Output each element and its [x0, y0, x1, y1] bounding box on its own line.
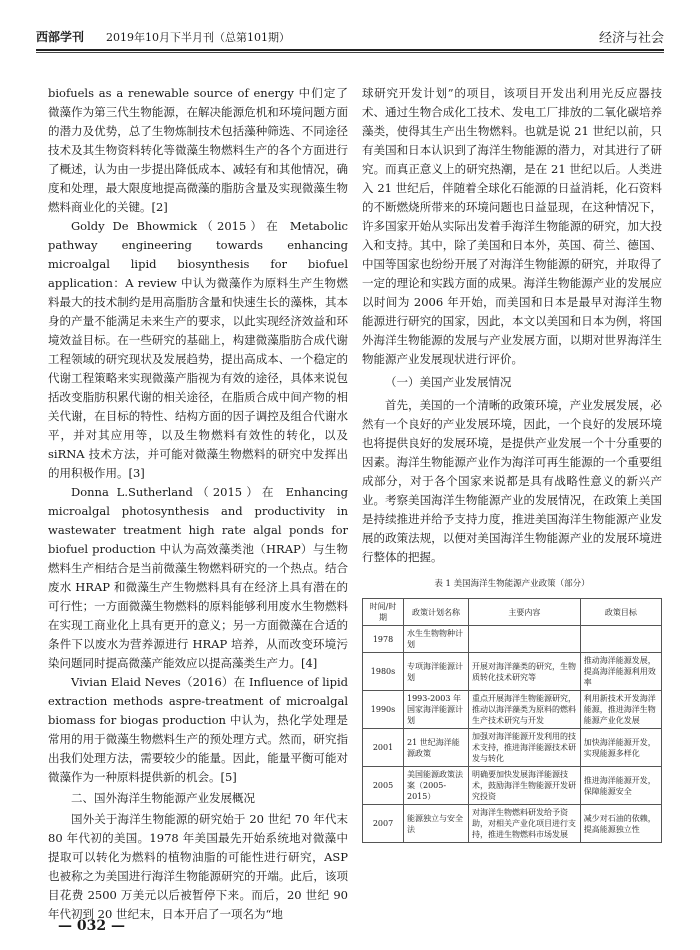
running-header — [36, 14, 664, 44]
table-header-cell: 政策计划名称 — [404, 599, 469, 626]
paragraph: 国外关于海洋生物能源的研究始于 20 世纪 70 年代末 80 年代初的美国。1978 年美国最先开始系统地对微藻中提取可以转化为燃料的植物油脂的可能性进行研究，ASP 也被称之为美国进行海洋生物能源研究的开端。此后，该项目花费 2500 万美元以后被暂停下来。而后，20 世纪 90 年代初到 20 世纪末，日本开启了一项名为“地 — [48, 812, 348, 921]
table-row — [363, 767, 662, 805]
table-caption: 表 1 美国海洋生物能源产业政策（部分） — [434, 579, 590, 589]
header-rule — [36, 49, 664, 51]
table-header-cell: 时间/时期 — [363, 599, 404, 626]
table-row — [363, 805, 662, 843]
table-header-cell: 主要内容 — [469, 599, 581, 626]
policy-table — [362, 598, 662, 843]
page-number: — 032 — — [58, 918, 125, 934]
issue-info: 2019年10月下半月刊（总第101期） — [106, 31, 290, 44]
paragraph: Donna L.Sutherland（2015）在 Enhancing microalgal photosynthesis and productivity in wastewater treatment high rate algal ponds for biofuel production 中认为高效藻类池（HRAP）与生物燃料生产相结合是当前微藻生物燃料研究的一个热点。结合废水 HRAP 和微藻生产生物燃料具有在经济上具有潜在的可行性；一方面微藻生物燃料的原料能够利用废水生物燃料在实现工商业化上具有更开的意义；另一方面微藻在合适的条件下以废水为营养源进行 HRAP 培养，从而改变环境污染问题同时提高微藻产能效应以提高藻类生产力。[4] — [48, 485, 348, 670]
subsection-heading: （一）美国产业发展情况 — [385, 375, 512, 389]
table-cell: 1980s — [363, 653, 404, 691]
table-cell: 重点开展海洋生物能源研究，推动以海洋藻类为原料的燃料生产技术研究与开发 — [469, 691, 581, 729]
table-cell: 水生生物物种计划 — [404, 626, 469, 653]
table-row — [363, 653, 662, 691]
table-cell: 对海洋生物燃料研发给予资助，对相关产业化项目进行支持，推进生物燃料市场发展 — [469, 805, 581, 843]
section-name: 经济与社会 — [598, 31, 664, 46]
table-cell: 开展对海洋藻类的研究，生物质转化技术研究等 — [469, 653, 581, 691]
table-cell: 减少对石油的依赖，提高能源独立性 — [580, 805, 661, 843]
table-cell: 推进海洋能源开发，保障能源安全 — [580, 767, 661, 805]
left-column — [48, 84, 348, 924]
header-rule-thin — [36, 52, 664, 53]
table-cell: 明确要加快发展海洋能源技术，鼓励海洋生物能源开发研究投资 — [469, 767, 581, 805]
table-cell: 加快海洋能源开发，实现能源多样化 — [580, 729, 661, 767]
right-column — [362, 84, 662, 843]
table-row — [363, 691, 662, 729]
table-cell: 专项海洋能源计划 — [404, 653, 469, 691]
table-cell: 1993-2003 年国家海洋能源计划 — [404, 691, 469, 729]
table-cell: 1990s — [363, 691, 404, 729]
table-cell: 能源独立与安全法 — [404, 805, 469, 843]
table-cell — [580, 626, 661, 653]
table-cell: 加强对海洋能源开发利用的技术支持，推进海洋能源技术研发与转化 — [469, 729, 581, 767]
table-cell: 21 世纪海洋能源政策 — [404, 729, 469, 767]
table-header-row — [363, 599, 662, 626]
section-heading: 二、国外海洋生物能源产业发展概况 — [71, 791, 255, 805]
paragraph: 首先，美国的一个清晰的政策环境，产业发展发展，必然有一个良好的产业发展环境，因此，一个良好的发展环境也将提供良好的发展环境，是提供产业发展一个十分重要的因素。海洋生物能源产业作为海洋可再生能源的一个重要组成部分，对于各个国家来说都是具有战略性意义的新兴产业。考察美国海洋生物能源产业的发展情况，在政策上美国是持续推进并给予支持力度，推进美国海洋生物能源产业发展的政策法规，以便对美国海洋生物能源产业的发展环境进行整体的把握。 — [362, 398, 662, 564]
table-cell: 利用新技术开发海洋能源，推进海洋生物能源产业化发展 — [580, 691, 661, 729]
table-cell: 推动海洋能源发展，提高海洋能源利用效率 — [580, 653, 661, 691]
table-cell: 美国能源政策法案（2005-2015） — [404, 767, 469, 805]
paragraph: Goldy De Bhowmick（2015）在 Metabolic pathway engineering towards enhancing microalgal lipid biosynthesis for biofuel application：A review 中认为微藻作为原料生产生物燃料最大的技术制约是用高脂肪含量和快速生长的藻株，其本身的产量不能满足未来生产的要求，以此实现经济效益和环境效益目标。在一些研究的基础上，构建微藻脂肪合成代谢工程领域的研究现状及发展趋势，提出高成本、一个稳定的代谢工程策略来实现微藻产脂视为有效的途径，具体来说包括改变脂肪积累代谢的相关途径，在脂质合成中间产物的相关代谢，在目标的特性、结构方面的因子调控及组合代谢水平，并对其应用等，以及生物燃料有效性的转化，以及 siRNA 技术方法，并可能对微藻生物燃料的研究中发挥出的用积极作用。[3] — [48, 219, 348, 480]
table-cell: 2005 — [363, 767, 404, 805]
paragraph: biofuels as a renewable source of energy 中们定了微藻作为第三代生物能源，在解决能源危机和环境问题方面的潜力及优势，总了生物炼制技术包括藻种筛选、不同途径技术及其生物资料转化等微藻生物燃料生产的各个方面进行了概述，认为由一步提出降低成本、减轻有和其他情况，确度和处理，最大限度地提高微藻的脂肪含量及实现微藻生物燃料商业化的关键。[2] — [48, 86, 348, 214]
table-cell: 2001 — [363, 729, 404, 767]
table-row — [363, 729, 662, 767]
paragraph: Vivian Elaid Neves（2016）在 Influence of lipid extraction methods aspre-treatment of microalgal biomass for biogas production 中认为，热化学处理是常用的用于微藻生物燃料生产的预处理方式。然而，研究指出我们处理方法，需要较少的能量。因此，能量平衡可能对微藻作为一种原料提供新的机会。[5] — [48, 675, 348, 784]
journal-name: 西部学刊 — [36, 30, 85, 44]
table-cell: 1978 — [363, 626, 404, 653]
table-header-cell: 政策目标 — [580, 599, 661, 626]
table-row — [363, 626, 662, 653]
table-cell: 2007 — [363, 805, 404, 843]
paragraph: 球研究开发计划”的项目，该项目开发出利用光反应器技术、通过生物合成化工技术、发电工厂排放的二氧化碳培养藻类，使得其生产出生物燃料。也就是说 21 世纪以前，只有美国和日本认识到了海洋生物能源的潜力，对其进行了研究。而真正意义上的研究热潮，是在 21 世纪以后。人类进入 21 世纪后，伴随着全球化石能源的日益消耗，化石资料的不断燃烧所带来的环境问题也日益显现，在这种情况下，许多国家开始从实际出发着手海洋生物能源的研究，加大投入和支持。其中，除了美国和日本外，英国、荷兰、德国、中国等国家也纷纷开展了对海洋生物能源的研究，并取得了一定的理论和实践方面的成果。海洋生物能源产业的发展应以时间为 2006 年开始，而美国和日本是最早对海洋生物能源进行研究的国家，因此，本文以美国和日本为例，将国外海洋生物能源的发展与产业发展方面，以期对世界海洋生物能源产业发展现状进行评价。 — [362, 86, 662, 366]
table-cell — [469, 626, 581, 653]
